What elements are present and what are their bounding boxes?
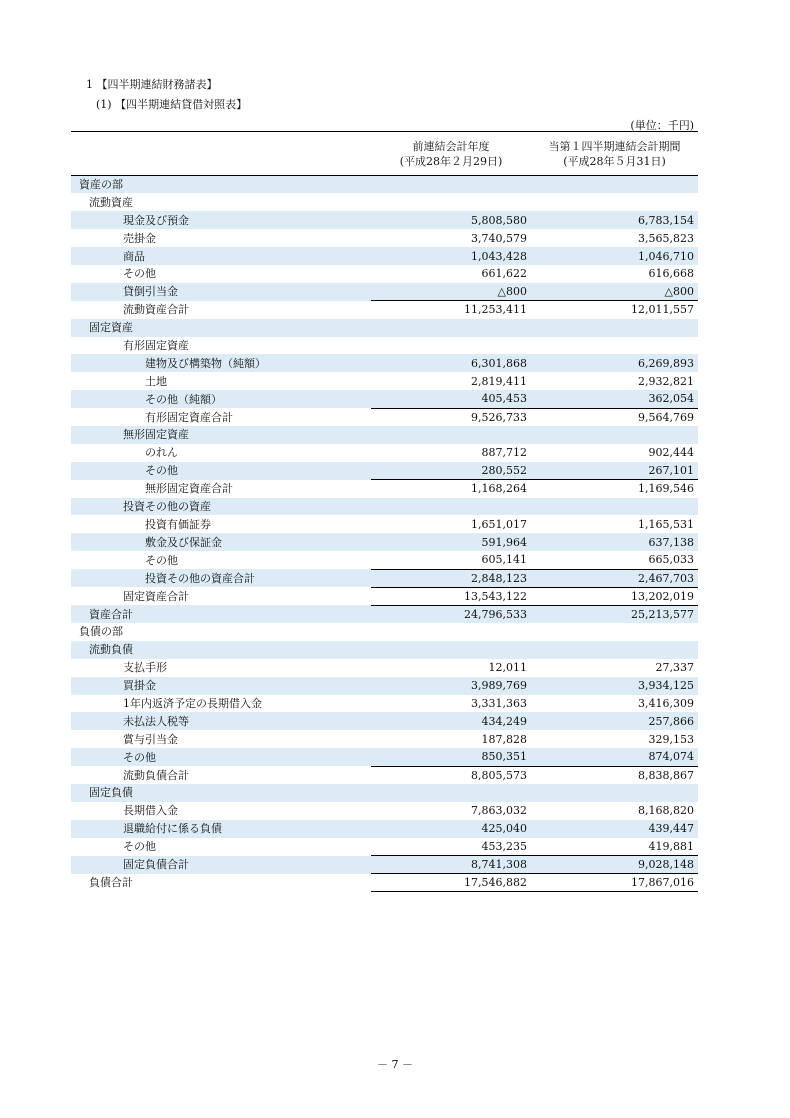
curr-period-value: 25,213,577 bbox=[531, 605, 698, 623]
table-row bbox=[71, 390, 698, 408]
table-row bbox=[71, 462, 698, 480]
curr-period-value bbox=[531, 319, 698, 337]
prev-period-value bbox=[371, 319, 531, 337]
curr-period-value: 419,881 bbox=[648, 839, 694, 853]
row-label: 敷金及び保証金 bbox=[71, 533, 371, 551]
table-row bbox=[71, 498, 698, 516]
row-label: 固定資産合計 bbox=[123, 589, 189, 603]
prev-period-value: 405,453 bbox=[371, 390, 531, 408]
prev-period-value: 434,249 bbox=[371, 712, 531, 730]
row-label: 資産の部 bbox=[71, 176, 371, 194]
curr-period-value: 267,101 bbox=[531, 462, 698, 480]
unit-label: (単位：千円) bbox=[630, 119, 694, 132]
balance-sheet-table bbox=[71, 131, 698, 892]
curr-period-value: 257,866 bbox=[531, 712, 698, 730]
row-label: 支払手形 bbox=[123, 661, 167, 675]
prev-period-value: 9,526,733 bbox=[371, 408, 531, 426]
curr-period-value: 874,074 bbox=[531, 748, 698, 766]
curr-period-value: 1,165,531 bbox=[638, 517, 694, 531]
curr-period-value bbox=[531, 176, 698, 194]
table-row bbox=[71, 748, 698, 766]
prev-period-value: 661,622 bbox=[481, 267, 527, 281]
prev-period-value bbox=[371, 641, 531, 659]
curr-period-value: 3,416,309 bbox=[638, 696, 694, 710]
row-label: 固定負債合計 bbox=[71, 856, 371, 874]
table-row bbox=[71, 820, 698, 838]
row-label: 負債の部 bbox=[79, 625, 123, 639]
curr-period-value bbox=[531, 641, 698, 659]
curr-period-value bbox=[531, 784, 698, 802]
prev-period-value: 1,651,017 bbox=[471, 517, 527, 531]
curr-period-value: 27,337 bbox=[655, 661, 694, 675]
curr-period-value: 439,447 bbox=[531, 820, 698, 838]
curr-period-value: 329,153 bbox=[648, 732, 694, 746]
row-label: 現金及び預金 bbox=[71, 211, 371, 229]
table-row bbox=[71, 354, 698, 372]
table-row bbox=[71, 426, 698, 444]
prev-period-value: 5,808,580 bbox=[371, 211, 531, 229]
curr-period-value bbox=[531, 337, 698, 355]
row-label: 未払法人税等 bbox=[71, 712, 371, 730]
table-row bbox=[71, 480, 698, 498]
row-label: 有形固定資産合計 bbox=[145, 410, 233, 424]
prev-period-value: 1,168,264 bbox=[371, 480, 531, 498]
prev-period-value: 3,989,769 bbox=[371, 677, 531, 695]
curr-period-value: 2,467,703 bbox=[531, 569, 698, 587]
prev-period-value: 3,740,579 bbox=[471, 231, 527, 245]
row-label: 流動資産合計 bbox=[123, 303, 189, 317]
table-row bbox=[71, 211, 698, 229]
prev-period-value: 12,011 bbox=[488, 661, 527, 675]
prev-period-title: 前連結会計年度 bbox=[412, 139, 490, 153]
curr-period-value: 1,169,546 bbox=[531, 480, 698, 498]
table-row bbox=[71, 319, 698, 337]
prev-period-value: 17,546,882 bbox=[371, 874, 531, 892]
curr-period-value: 1,046,710 bbox=[531, 247, 698, 265]
row-label: 投資その他の資産合計 bbox=[71, 569, 371, 587]
prev-period-value: 187,828 bbox=[481, 732, 527, 746]
prev-period-value: 280,552 bbox=[371, 462, 531, 480]
curr-period-value: 6,783,154 bbox=[531, 211, 698, 229]
prev-period-value: 605,141 bbox=[481, 553, 527, 567]
prev-period-value: 425,040 bbox=[371, 820, 531, 838]
prev-period-value bbox=[371, 623, 531, 641]
table-row bbox=[71, 193, 698, 211]
row-label: 貸倒引当金 bbox=[71, 283, 371, 301]
prev-period-value: 24,796,533 bbox=[371, 605, 531, 623]
row-label: 負債合計 bbox=[89, 876, 133, 890]
row-label: 1年内返済予定の長期借入金 bbox=[123, 696, 262, 710]
curr-period-value: 13,202,019 bbox=[531, 587, 698, 605]
row-label: 退職給付に係る負債 bbox=[71, 820, 371, 838]
table-row bbox=[71, 712, 698, 730]
prev-period-value: 1,043,428 bbox=[371, 247, 531, 265]
curr-period-value: 902,444 bbox=[648, 446, 694, 460]
prev-period-value: 8,741,308 bbox=[371, 856, 531, 874]
table-row bbox=[71, 444, 698, 462]
curr-period-date: (平成28年５月31日) bbox=[563, 154, 666, 168]
table-row bbox=[71, 372, 698, 390]
curr-period-value: △800 bbox=[531, 283, 698, 301]
row-label: 買掛金 bbox=[71, 677, 371, 695]
table-row bbox=[71, 659, 698, 677]
curr-period-value: 9,028,148 bbox=[531, 856, 698, 874]
row-label: のれん bbox=[145, 446, 178, 460]
prev-period-value: 8,805,573 bbox=[371, 766, 531, 784]
prev-period-value bbox=[371, 426, 531, 444]
row-label: 固定資産 bbox=[71, 319, 371, 337]
table-row bbox=[71, 551, 698, 569]
curr-period-value: 8,838,867 bbox=[531, 766, 698, 784]
curr-period-value: 12,011,557 bbox=[531, 301, 698, 319]
table-row bbox=[71, 623, 698, 641]
prev-period-value: 7,863,032 bbox=[471, 804, 527, 818]
prev-period-value: 3,331,363 bbox=[471, 696, 527, 710]
table-row bbox=[71, 802, 698, 820]
prev-period-value: △800 bbox=[371, 283, 531, 301]
prev-period-value bbox=[371, 784, 531, 802]
table-row bbox=[71, 784, 698, 802]
curr-period-value: 362,054 bbox=[531, 390, 698, 408]
row-label: 無形固定資産 bbox=[71, 426, 371, 444]
row-label: 固定負債 bbox=[71, 784, 371, 802]
table-row bbox=[71, 408, 698, 426]
row-label: その他 bbox=[71, 462, 371, 480]
curr-period-value: 665,033 bbox=[648, 553, 694, 567]
prev-period-value: 887,712 bbox=[481, 446, 527, 460]
row-label: 賞与引当金 bbox=[123, 732, 178, 746]
prev-period-value: 591,964 bbox=[371, 533, 531, 551]
page-number: － 7 － bbox=[377, 1058, 413, 1071]
prev-period-value bbox=[371, 337, 531, 355]
row-label: 土地 bbox=[145, 374, 167, 388]
prev-period-header bbox=[371, 132, 531, 176]
table-row bbox=[71, 569, 698, 587]
curr-period-value: 3,565,823 bbox=[638, 231, 694, 245]
prev-period-value bbox=[371, 176, 531, 194]
table-row bbox=[71, 587, 698, 605]
row-label: 流動負債合計 bbox=[123, 768, 189, 782]
row-label: 無形固定資産合計 bbox=[145, 482, 233, 496]
section-heading: 1 【四半期連結財務諸表】 bbox=[86, 78, 218, 91]
curr-period-value: 8,168,820 bbox=[638, 804, 694, 818]
curr-period-value: 17,867,016 bbox=[531, 874, 698, 892]
row-label: 有形固定資産 bbox=[123, 338, 189, 352]
curr-period-value bbox=[531, 623, 698, 641]
table-row bbox=[71, 229, 698, 247]
curr-period-value: 9,564,769 bbox=[531, 408, 698, 426]
curr-period-value bbox=[531, 498, 698, 516]
prev-period-value: 13,543,122 bbox=[371, 587, 531, 605]
row-label: 投資有価証券 bbox=[145, 517, 211, 531]
curr-period-value: 616,668 bbox=[648, 267, 694, 281]
prev-period-date: (平成28年２月29日) bbox=[399, 154, 503, 168]
table-row bbox=[71, 337, 698, 355]
row-label: 商品 bbox=[71, 247, 371, 265]
curr-period-title: 当第１四半期連結会計期間 bbox=[548, 139, 681, 153]
row-label: 売掛金 bbox=[123, 231, 156, 245]
prev-period-value bbox=[371, 498, 531, 516]
prev-period-value: 2,848,123 bbox=[371, 569, 531, 587]
label-column-header bbox=[71, 132, 371, 176]
curr-period-header bbox=[531, 132, 698, 176]
table-row bbox=[71, 856, 698, 874]
row-label: 建物及び構築物（純額） bbox=[71, 354, 371, 372]
row-label: その他 bbox=[123, 267, 156, 281]
row-label: 長期借入金 bbox=[123, 804, 178, 818]
table-header-row bbox=[71, 132, 698, 176]
curr-period-value: 3,934,125 bbox=[531, 677, 698, 695]
prev-period-value: 6,301,868 bbox=[371, 354, 531, 372]
table-row bbox=[71, 605, 698, 623]
row-label: 流動負債 bbox=[71, 641, 371, 659]
table-row bbox=[71, 265, 698, 283]
prev-period-value: 850,351 bbox=[371, 748, 531, 766]
curr-period-value bbox=[531, 193, 698, 211]
row-label: 投資その他の資産 bbox=[71, 498, 371, 516]
row-label: その他（純額） bbox=[71, 390, 371, 408]
table-row bbox=[71, 695, 698, 713]
curr-period-value: 6,269,893 bbox=[531, 354, 698, 372]
prev-period-value bbox=[371, 193, 531, 211]
balance-sheet-table-container bbox=[71, 131, 698, 892]
table-row bbox=[71, 874, 698, 892]
row-label: その他 bbox=[145, 553, 178, 567]
table-row bbox=[71, 677, 698, 695]
table-row bbox=[71, 247, 698, 265]
curr-period-value: 2,932,821 bbox=[638, 374, 694, 388]
row-label: 資産合計 bbox=[71, 605, 371, 623]
row-label: 流動資産 bbox=[89, 195, 133, 209]
row-label: その他 bbox=[71, 748, 371, 766]
table-row bbox=[71, 641, 698, 659]
subsection-heading: (1) 【四半期連結貸借対照表】 bbox=[96, 98, 248, 111]
curr-period-value bbox=[531, 426, 698, 444]
prev-period-value: 453,235 bbox=[481, 839, 527, 853]
table-row bbox=[71, 730, 698, 748]
table-row bbox=[71, 766, 698, 784]
table-row bbox=[71, 176, 698, 194]
row-label: その他 bbox=[123, 840, 156, 854]
table-row bbox=[71, 283, 698, 301]
table-row bbox=[71, 838, 698, 856]
table-row bbox=[71, 533, 698, 551]
table-row bbox=[71, 515, 698, 533]
prev-period-value: 2,819,411 bbox=[471, 374, 527, 388]
curr-period-value: 637,138 bbox=[531, 533, 698, 551]
table-row bbox=[71, 301, 698, 319]
prev-period-value: 11,253,411 bbox=[371, 301, 531, 319]
